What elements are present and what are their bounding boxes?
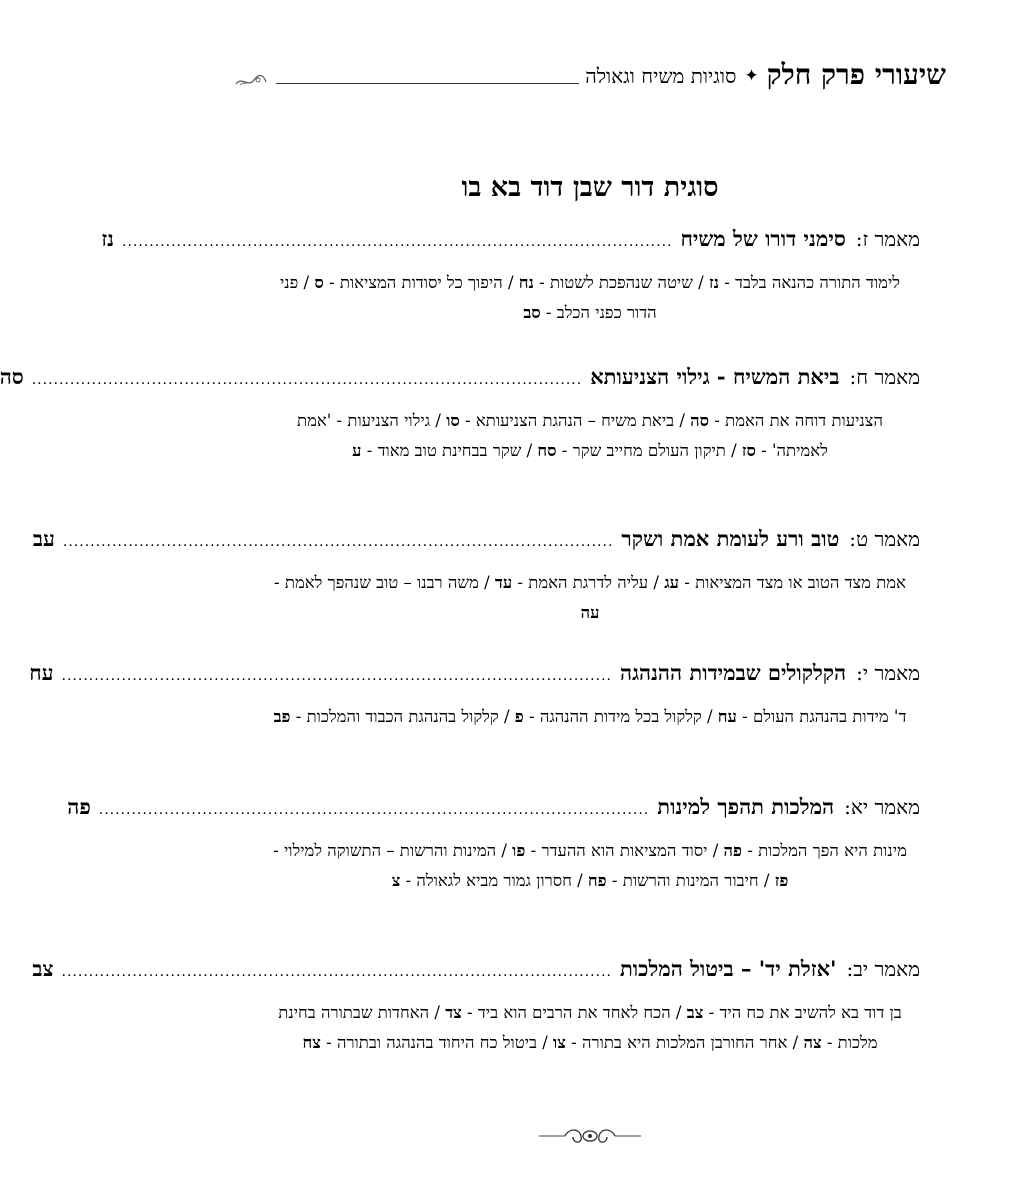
toc-item-text: ביטול כח היחוד בהנהגה ובתורה	[336, 1033, 537, 1052]
toc-item-page: צה	[803, 1033, 822, 1052]
toc-item-text: שיטה שנהפכת לשטות	[550, 273, 693, 292]
toc-item-page: פז	[774, 871, 789, 890]
section-label: מאמר י:	[856, 661, 920, 685]
section-label: מאמר יא:	[844, 795, 920, 819]
section-items: הצניעות דוחה את האמת - סה / ביאת משיח – הנהגת הצניעותא - סו / גילוי הצניעות - 'אמת לאמיתה' - סז / תיקון העולם מחייב שקר - סח / שקר בבחינת טוב מאוד - ע	[297, 411, 883, 460]
toc-item-text: מינות היא הפך המלכות	[758, 841, 907, 860]
section-heading[interactable]	[32, 526, 920, 558]
toc-item[interactable]: שקר בבחינת טוב מאוד - ע	[352, 441, 522, 460]
dot-leader: .....................................................................................................	[61, 668, 612, 684]
toc-item-page: פה	[723, 841, 742, 860]
toc-section	[32, 526, 920, 628]
toc-item-page: סח	[537, 441, 557, 460]
book-title: שיעורי פרק חלק	[766, 58, 946, 91]
toc-item-page: נז	[709, 273, 719, 292]
section-title: סימני דורו של משיח	[680, 226, 846, 251]
toc-item[interactable]: בן דוד בא להשיב את כח היד - צב	[686, 1003, 902, 1022]
dot-leader: .....................................................................................................	[61, 964, 612, 980]
toc-item[interactable]: תיקון העולם מחייב שקר - סח	[537, 441, 726, 460]
toc-item-page: צב	[686, 1003, 704, 1022]
section-heading[interactable]	[101, 226, 920, 258]
header-rule	[276, 83, 579, 84]
toc-item[interactable]: היפוך כל יסודות המציאות - ס	[314, 273, 503, 292]
toc-item-page: פו	[512, 841, 526, 860]
toc-item-page: סו	[446, 411, 460, 430]
toc-item-page: צ	[391, 871, 401, 890]
toc-item[interactable]: מינות היא הפך המלכות - פה	[723, 841, 907, 860]
section-label: מאמר ח:	[849, 365, 920, 389]
section-title: 'אזלת יד' – ביטול המלכות	[620, 956, 837, 981]
section-items: מינות היא הפך המלכות - פה / יסוד המציאות הוא ההעדר - פו / המינות והרשות – התשוקה למילוי - פז / חיבור המינות והרשות - פח / חסרון גמור מביא לגאולה - צ	[273, 841, 907, 890]
section-heading[interactable]	[0, 364, 920, 396]
section-title: המלכות תהפך למינות	[657, 794, 835, 819]
toc-item-page: ע	[352, 441, 362, 460]
toc-item-text: שקר בבחינת טוב מאוד	[377, 441, 522, 460]
toc-item-text: האחדות שבתורה בחינת מלכות	[278, 1003, 878, 1052]
toc-item-text: ד' מידות בהנהגת העולם	[752, 707, 907, 726]
toc-item[interactable]: משה רבנו – טוב שנהפך לאמת - עה	[274, 573, 600, 622]
toc-item-page: עח	[717, 707, 737, 726]
running-header	[234, 58, 946, 92]
toc-section	[67, 794, 920, 896]
flourish-ornament-icon	[234, 73, 268, 89]
toc-item[interactable]: לימוד התורה כהנאה בלבד - נז	[709, 273, 901, 292]
section-items: ד' מידות בהנהגת העולם - עח / קלקול בכל מידות ההנהגה - פ / קלקול בהנהגת הכבוד והמלכות - פב	[273, 707, 907, 726]
toc-item-page: עד	[494, 573, 513, 592]
section-title: הקלקולים שבמידות ההנהגה	[620, 660, 847, 685]
toc-item-text: עליה לדרגת האמת	[528, 573, 649, 592]
section-label: מאמר ז:	[855, 227, 920, 251]
toc-item-page: נח	[518, 273, 534, 292]
section-page: צב	[32, 956, 54, 981]
toc-section	[29, 660, 920, 732]
toc-item-page: צד	[445, 1003, 462, 1022]
chapter-title: סוגית דור שבן דוד בא בו	[461, 172, 719, 203]
section-label: מאמר יב:	[846, 957, 920, 981]
book-subtitle: סוגיות משיח וגאולה	[585, 64, 737, 88]
section-title: ביאת המשיח - גילוי הצניעותא	[590, 364, 840, 389]
toc-item[interactable]: ד' מידות בהנהגת העולם - עח	[717, 707, 907, 726]
toc-item-text: קלקול בכל מידות ההנהגה	[539, 707, 702, 726]
toc-item-text: לימוד התורה כהנאה בלבד	[735, 273, 901, 292]
section-title: טוב ורע לעומת אמת ושקר	[621, 526, 840, 551]
toc-item-text: קלקול בהנהגת הכבוד והמלכות	[306, 707, 499, 726]
toc-section	[0, 364, 920, 466]
toc-item-text: אמת מצד הטוב או מצד המציאות	[695, 573, 906, 592]
dot-leader: .....................................................................................................	[98, 802, 650, 818]
toc-item-page: עה	[580, 603, 600, 622]
dot-leader: .....................................................................................................	[31, 372, 583, 388]
toc-item[interactable]: פני הדור כפני הכלב - סב	[279, 273, 657, 322]
toc-item-text: אחר החורבן המלכות היא בתורה	[582, 1033, 788, 1052]
toc-item-text: הכח לאחד את הרבים הוא ביד	[477, 1003, 671, 1022]
toc-item[interactable]: גילוי הצניעות - 'אמת לאמיתה' - סז	[297, 411, 828, 460]
toc-item[interactable]: הכח לאחד את הרבים הוא ביד - צד	[445, 1003, 671, 1022]
toc-item[interactable]: אמת מצד הטוב או מצד המציאות - עג	[664, 573, 906, 592]
toc-item-text: הצניעות דוחה את האמת	[725, 411, 883, 430]
toc-item[interactable]: יסוד המציאות הוא ההעדר - פו	[512, 841, 708, 860]
toc-item-text: פני הדור כפני הכלב	[279, 273, 657, 322]
section-heading[interactable]	[32, 956, 920, 988]
footer-flourish-icon	[535, 1125, 645, 1147]
toc-item-page: פ	[514, 707, 524, 726]
toc-item-text: המינות והרשות – התשוקה למילוי	[283, 841, 497, 860]
section-items: בן דוד בא להשיב את כח היד - צב / הכח לאחד את הרבים הוא ביד - צד / האחדות שבתורה בחינת מלכות - צה / אחר החורבן המלכות היא בתורה - צו / ביטול כח היחוד בהנהגה ובתורה - צח	[278, 1003, 902, 1052]
toc-item-text: חסרון גמור מביא לגאולה	[416, 871, 572, 890]
toc-item-text: היפוך כל יסודות המציאות	[339, 273, 503, 292]
toc-item-page: סה	[690, 411, 710, 430]
section-page: נז	[101, 226, 115, 251]
section-page: עב	[32, 526, 55, 551]
toc-item[interactable]: ביאת משיח – הנהגת הצניעותא - סו	[446, 411, 675, 430]
section-page: פה	[67, 794, 91, 819]
dot-leader: .....................................................................................................	[122, 234, 673, 250]
toc-item[interactable]: חיבור המינות והרשות - פח	[587, 871, 759, 890]
section-heading[interactable]	[29, 660, 920, 692]
section-page: עח	[29, 660, 54, 685]
toc-item[interactable]: ביטול כח היחוד בהנהגה ובתורה - צח	[302, 1033, 537, 1052]
toc-item[interactable]: שיטה שנהפכת לשטות - נח	[518, 273, 693, 292]
toc-item-text: חיבור המינות והרשות	[622, 871, 759, 890]
toc-item-page: סב	[523, 303, 541, 322]
toc-item-text: יסוד המציאות הוא ההעדר	[541, 841, 708, 860]
star-separator-icon: ✦	[744, 66, 759, 86]
toc-item[interactable]: המינות והרשות – התשוקה למילוי - פז	[273, 841, 789, 890]
toc-item-page: צח	[302, 1033, 321, 1052]
toc-section	[101, 226, 920, 328]
toc-item-page: ס	[314, 273, 324, 292]
dot-leader: .....................................................................................................	[62, 534, 614, 550]
toc-item-page: פח	[587, 871, 607, 890]
section-heading[interactable]	[67, 794, 920, 826]
toc-item[interactable]: האחדות שבתורה בחינת מלכות - צה	[278, 1003, 878, 1052]
section-items: לימוד התורה כהנאה בלבד - נז / שיטה שנהפכת לשטות - נח / היפוך כל יסודות המציאות - ס / פני הדור כפני הכלב - סב	[279, 273, 901, 322]
toc-item-text: תיקון העולם מחייב שקר	[572, 441, 726, 460]
section-page: סה	[0, 364, 24, 389]
toc-section	[32, 956, 920, 1058]
toc-item[interactable]: הצניעות דוחה את האמת - סה	[690, 411, 883, 430]
toc-item-text: משה רבנו – טוב שנהפך לאמת	[284, 573, 479, 592]
toc-item[interactable]: אחר החורבן המלכות היא בתורה - צו	[553, 1033, 788, 1052]
toc-item-text: ביאת משיח – הנהגת הצניעותא	[475, 411, 675, 430]
toc-item-page: פב	[273, 707, 291, 726]
toc-item-text: גילוי הצניעות - 'אמת לאמיתה'	[297, 411, 828, 460]
section-label: מאמר ט:	[849, 527, 920, 551]
toc-item[interactable]: חסרון גמור מביא לגאולה - צ	[391, 871, 572, 890]
toc-item-page: צו	[553, 1033, 566, 1052]
toc-item-page: סז	[741, 441, 756, 460]
section-items: אמת מצד הטוב או מצד המציאות - עג / עליה לדרגת האמת - עד / משה רבנו – טוב שנהפך לאמת - עה	[274, 573, 906, 622]
toc-item-text: בן דוד בא להשיב את כח היד	[719, 1003, 902, 1022]
toc-item[interactable]: קלקול בהנהגת הכבוד והמלכות - פב	[273, 707, 499, 726]
toc-item[interactable]: קלקול בכל מידות ההנהגה - פ	[514, 707, 702, 726]
toc-item[interactable]: עליה לדרגת האמת - עד	[494, 573, 649, 592]
toc-item-page: עג	[664, 573, 679, 592]
